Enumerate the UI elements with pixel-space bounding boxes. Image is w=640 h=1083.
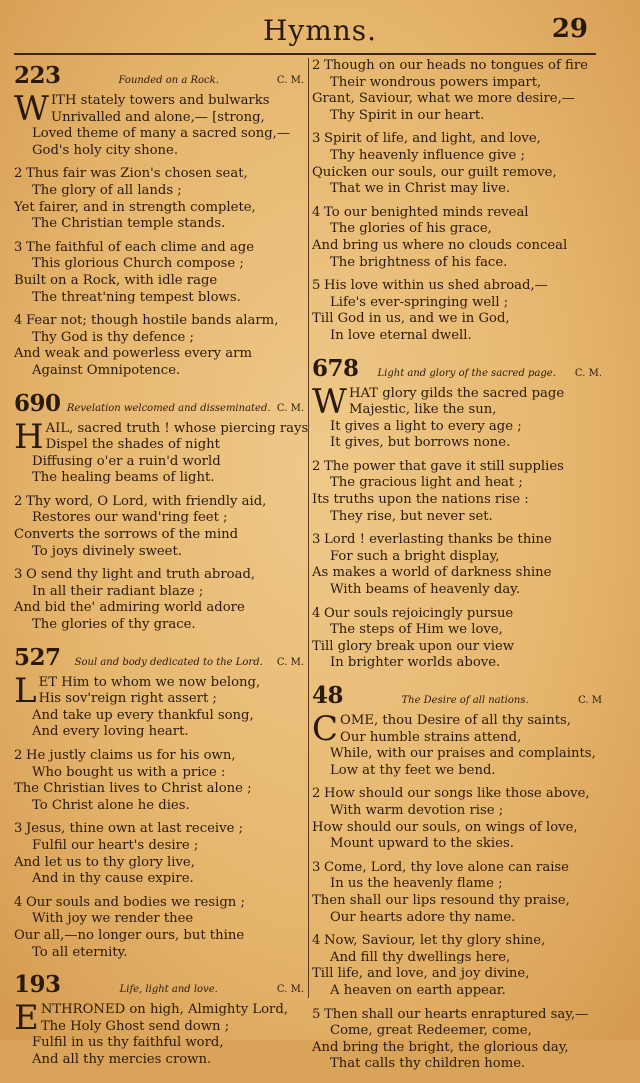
hymn bbox=[14, 389, 309, 634]
verse-line bbox=[14, 544, 304, 561]
verse-line-text: HAT glory gilds the sacred page bbox=[348, 385, 565, 401]
verse-number: 3 bbox=[312, 532, 321, 548]
verse-line bbox=[14, 838, 304, 855]
verse bbox=[312, 1007, 602, 1073]
verse-line-text: That calls thy children home. bbox=[330, 1056, 526, 1072]
verse bbox=[14, 166, 304, 232]
verse-line bbox=[14, 821, 304, 838]
verse-line bbox=[312, 1040, 602, 1057]
verse-line-text: The gracious light and heat ; bbox=[330, 475, 523, 491]
verse-line bbox=[14, 363, 304, 380]
verse bbox=[14, 89, 304, 159]
verse-line-text: Who bought us with a price : bbox=[32, 764, 226, 780]
verse-line bbox=[312, 328, 602, 345]
verse-line-text: With warm devotion rise ; bbox=[330, 802, 504, 818]
verse-line bbox=[312, 966, 602, 983]
verse bbox=[14, 416, 309, 487]
verse-line bbox=[312, 893, 602, 910]
verse-line-text: Lord ! everlasting thanks be thine bbox=[324, 532, 552, 548]
hymn-number: 48 bbox=[312, 682, 344, 709]
verse-line bbox=[14, 216, 304, 233]
verse-line-text: The Christian lives to Christ alone ; bbox=[14, 781, 252, 797]
verse-line-text: Come, Lord, thy love alone can raise bbox=[324, 859, 569, 875]
verse-line-text: To all eternity. bbox=[32, 944, 128, 960]
verse-line bbox=[312, 803, 602, 820]
verse-line bbox=[312, 549, 602, 566]
verse bbox=[312, 709, 602, 779]
verse bbox=[14, 670, 304, 741]
column-divider bbox=[308, 58, 309, 998]
verse-line-text: In love eternal dwell. bbox=[330, 327, 472, 343]
verse-line bbox=[14, 183, 304, 200]
verse-line-text: Our hearts adore thy name. bbox=[330, 909, 516, 925]
verse-line-text: Our all,—no longer ours, but thine bbox=[14, 927, 245, 943]
hymn-number: 223 bbox=[14, 62, 61, 89]
verse-line-text: And let us to thy glory live, bbox=[14, 854, 195, 870]
verse-line bbox=[14, 510, 304, 527]
verse-line-text: Grant, Saviour, what we more desire,— bbox=[312, 91, 575, 107]
hymn-meter: C. M. bbox=[276, 656, 304, 668]
verse-number: 4 bbox=[312, 204, 321, 220]
verse-line bbox=[14, 110, 304, 127]
verse-line-text: The faithful of each clime and age bbox=[26, 239, 254, 255]
hymn-header bbox=[14, 644, 304, 671]
verse-line bbox=[312, 509, 602, 526]
verse-line bbox=[14, 470, 304, 487]
drop-capital: W bbox=[312, 381, 347, 422]
verse-number: 5 bbox=[312, 278, 321, 294]
hymn bbox=[312, 355, 602, 673]
verse-line bbox=[14, 691, 304, 708]
page-title: Hymns. bbox=[262, 14, 378, 47]
verse-line-text: And take up every thankful song, bbox=[32, 707, 254, 723]
verse-line-text: And bring us where no clouds conceal bbox=[312, 237, 568, 253]
verse-line bbox=[14, 724, 304, 741]
hymn-header bbox=[312, 355, 602, 382]
verse-line bbox=[312, 205, 602, 222]
verse-line bbox=[14, 256, 304, 273]
verse-line bbox=[14, 143, 304, 160]
drop-capital: L bbox=[14, 670, 37, 711]
verse-line-text: Our souls and bodies we resign ; bbox=[26, 894, 245, 910]
verse-line-text: The glories of thy grace. bbox=[32, 617, 196, 633]
verse-line-text: In all their radiant blaze ; bbox=[32, 583, 204, 599]
verse-line-text: Against Omnipotence. bbox=[32, 362, 181, 378]
right-column bbox=[312, 58, 602, 1083]
verse-line-text: And weak and powerless every arm bbox=[14, 346, 252, 362]
verse-line-text: God's holy city shone. bbox=[32, 142, 179, 158]
verse-line-text: This glorious Church compose ; bbox=[32, 256, 244, 272]
verse-line-text: Though on our heads no tongues of fire bbox=[324, 58, 588, 73]
verse-line-text: To joys divinely sweet. bbox=[32, 543, 182, 559]
verse-line-text: Come, great Redeemer, come, bbox=[330, 1023, 532, 1039]
verse-line bbox=[312, 238, 602, 255]
verse-line bbox=[312, 606, 602, 623]
verse-line-text: The brightness of his face. bbox=[330, 254, 508, 270]
verse-line bbox=[14, 313, 304, 330]
verse-line bbox=[14, 330, 304, 347]
verse-line-text: Thy Spirit in our heart. bbox=[330, 107, 485, 123]
verse-line-text: And bid the' admiring world adore bbox=[14, 600, 245, 616]
verse-line bbox=[312, 622, 602, 639]
verse-line-text: Their wondrous powers impart, bbox=[330, 74, 542, 90]
verse-line bbox=[14, 855, 304, 872]
verse-number: 3 bbox=[14, 567, 23, 583]
verse-line-text: With joy we render thee bbox=[32, 911, 194, 927]
verse-line bbox=[14, 945, 304, 962]
verse-line-text: Thy heavenly influence give ; bbox=[330, 147, 525, 163]
page-number: 29 bbox=[551, 14, 588, 44]
verse-line bbox=[14, 200, 304, 217]
verse-line bbox=[312, 836, 602, 853]
verse-line-text: And every loving heart. bbox=[32, 724, 189, 740]
verse-line-text: The steps of Him we love, bbox=[330, 622, 503, 638]
verse-line-text: Its truths upon the nations rise : bbox=[312, 492, 529, 508]
verse-line bbox=[312, 435, 602, 452]
verse-line bbox=[312, 746, 602, 763]
verse bbox=[312, 131, 602, 197]
verse-line-text: The Holy Ghost send down ; bbox=[40, 1018, 230, 1034]
verse-line bbox=[312, 311, 602, 328]
verse-line bbox=[312, 1023, 602, 1040]
verse-line-text: Unrivalled and alone,— [strong, bbox=[50, 109, 265, 125]
verse-line-text: Dispel the shades of night bbox=[45, 437, 220, 453]
verse-line-text: His love within us shed abroad,— bbox=[324, 278, 548, 294]
verse bbox=[14, 240, 304, 306]
verse-line-text: Quicken our souls, our guilt remove, bbox=[312, 164, 557, 180]
verse-line-text: With beams of heavenly day. bbox=[330, 582, 521, 598]
verse-line-text: The glories of his grace, bbox=[330, 221, 492, 237]
hymn-meter: C. M. bbox=[276, 984, 304, 996]
verse-line-text: The power that gave it still supplies bbox=[324, 458, 564, 474]
header-rule bbox=[14, 53, 596, 55]
verse-line-text: In us the heavenly flame ; bbox=[330, 876, 503, 892]
verse-line bbox=[312, 639, 602, 656]
page-header bbox=[0, 0, 640, 50]
hymn-meter: C. M. bbox=[276, 75, 304, 86]
hymn-subtitle: Founded on a Rock. bbox=[118, 75, 219, 86]
verse-line-text: He justly claims us for his own, bbox=[26, 748, 236, 763]
verse-line bbox=[312, 532, 602, 549]
verse-line bbox=[312, 983, 602, 1000]
verse-number: 2 bbox=[312, 58, 321, 73]
verse-line bbox=[14, 290, 304, 307]
verse bbox=[312, 532, 602, 598]
verse bbox=[14, 998, 304, 1068]
verse-line bbox=[312, 565, 602, 582]
verse-line-text: Converts the sorrows of the mind bbox=[14, 527, 239, 543]
verse-line bbox=[14, 454, 304, 471]
verse-line bbox=[14, 584, 304, 601]
verse bbox=[14, 494, 304, 560]
verse-line-text: Then shall our lips resound thy praise, bbox=[312, 892, 570, 908]
verse-line bbox=[312, 786, 602, 803]
verse-line-text: To our benighted minds reveal bbox=[324, 204, 529, 220]
verse-line-text: They rise, but never set. bbox=[330, 508, 493, 524]
verse-line bbox=[312, 255, 602, 272]
verse-line bbox=[14, 708, 304, 725]
verse-line-text: A heaven on earth appear. bbox=[330, 982, 506, 998]
verse-line bbox=[14, 781, 304, 798]
hymn-meter: C. M. bbox=[574, 367, 602, 379]
verse-number: 2 bbox=[14, 493, 23, 509]
verse-line-text: In brighter worlds above. bbox=[330, 655, 501, 671]
verse-line bbox=[14, 166, 304, 183]
verse-line-text: Diffusing o'er a ruin'd world bbox=[32, 453, 221, 469]
verse-number: 5 bbox=[312, 1006, 321, 1022]
verse-line bbox=[312, 475, 602, 492]
hymn-header bbox=[312, 682, 602, 709]
hymn-header bbox=[14, 62, 304, 89]
verse bbox=[312, 58, 602, 124]
verse-line-text: How should our souls, on wings of love, bbox=[312, 819, 578, 835]
verse-line-text: Low at thy feet we bend. bbox=[330, 762, 496, 778]
verse-line bbox=[14, 617, 304, 634]
drop-capital: E bbox=[14, 998, 39, 1039]
verse-line bbox=[14, 1052, 304, 1069]
verse-line bbox=[312, 148, 602, 165]
verse-line bbox=[14, 895, 304, 912]
drop-capital: C bbox=[312, 709, 339, 749]
verse-line bbox=[14, 567, 304, 584]
verse-line bbox=[312, 108, 602, 125]
verse-line bbox=[312, 910, 602, 927]
verse-line-text: Fear not; though hostile bands alarm, bbox=[26, 313, 279, 329]
verse-line-text: The glory of all lands ; bbox=[32, 182, 182, 198]
hymn-header bbox=[14, 390, 304, 417]
hymn-meter: C. M. bbox=[276, 402, 304, 414]
verse-number: 2 bbox=[312, 786, 321, 802]
verse bbox=[312, 278, 602, 344]
hymn-subtitle: Life, light and love. bbox=[119, 984, 218, 996]
verse-line bbox=[14, 911, 304, 928]
verse-line-text: Life's ever-springing well ; bbox=[330, 294, 509, 310]
verse-line bbox=[14, 871, 304, 888]
verse bbox=[14, 313, 304, 379]
hymn-subtitle: The Desire of all nations. bbox=[401, 695, 529, 706]
verse-line bbox=[14, 765, 304, 782]
verse-line bbox=[14, 1019, 304, 1036]
verse-line-text: Till glory break upon our view bbox=[312, 638, 515, 654]
verse-line-text: For such a bright display, bbox=[330, 548, 500, 564]
verse-line-text: Fulfil in us thy faithful word, bbox=[32, 1035, 224, 1051]
hymn-number: 193 bbox=[14, 971, 61, 999]
verse-line bbox=[312, 181, 602, 198]
verse-line-text: As makes a world of darkness shine bbox=[312, 565, 552, 581]
verse-line-text: To Christ alone he dies. bbox=[32, 797, 190, 813]
verse-line bbox=[312, 58, 602, 75]
verse-line-text: Built on a Rock, with idle rage bbox=[14, 272, 218, 288]
verse-number: 4 bbox=[312, 605, 321, 621]
verse-line-text: The healing beams of light. bbox=[32, 470, 215, 486]
verse-line-text: And fill thy dwellings here, bbox=[330, 949, 511, 965]
verse-number: 4 bbox=[14, 894, 23, 910]
verse-number: 2 bbox=[312, 458, 321, 474]
verse bbox=[312, 205, 602, 271]
verse-line-text: The threat'ning tempest blows. bbox=[32, 289, 241, 305]
verse-line bbox=[14, 494, 304, 511]
hymn-subtitle: Soul and body dedicated to the Lord. bbox=[74, 656, 263, 668]
verse-line bbox=[14, 748, 304, 765]
verse-line bbox=[312, 1056, 602, 1073]
verse-number: 4 bbox=[14, 313, 23, 329]
verse-line-text: Thy God is thy defence ; bbox=[32, 329, 194, 345]
hymn bbox=[14, 62, 304, 380]
verse-line bbox=[14, 798, 304, 815]
verse-line-text: AIL, sacred truth ! whose piercing rays bbox=[45, 420, 309, 436]
verse-line-text: Thus fair was Zion's chosen seat, bbox=[26, 166, 248, 182]
verse-line bbox=[14, 527, 304, 544]
hymn-header bbox=[14, 971, 304, 998]
verse-line bbox=[14, 126, 304, 143]
hymn bbox=[312, 682, 602, 1073]
verse-line bbox=[312, 933, 602, 950]
drop-capital: W bbox=[14, 89, 49, 129]
hymn-subtitle: Revelation welcomed and disseminated. bbox=[66, 402, 271, 414]
verse-number: 3 bbox=[14, 821, 23, 837]
verse-line bbox=[312, 763, 602, 780]
verse-line-text: While, with our praises and complaints, bbox=[330, 746, 596, 762]
drop-capital: H bbox=[14, 416, 44, 457]
verse-line-text: And all thy mercies crown. bbox=[32, 1051, 212, 1067]
verse-line-text: OME, thou Desire of all thy saints, bbox=[340, 713, 571, 728]
verse-number: 2 bbox=[14, 748, 23, 763]
verse-line bbox=[312, 91, 602, 108]
verse-line-text: It gives a light to every age ; bbox=[330, 418, 522, 434]
verse-line bbox=[312, 730, 602, 747]
verse-line-text: O send thy light and truth abroad, bbox=[26, 567, 256, 583]
hymn bbox=[312, 58, 602, 345]
verse-line bbox=[312, 221, 602, 238]
verse-line bbox=[312, 860, 602, 877]
verse bbox=[14, 821, 304, 887]
verse-number: 3 bbox=[312, 859, 321, 875]
verse bbox=[312, 860, 602, 926]
verse-line-text: Fulfil our heart's desire ; bbox=[32, 837, 199, 853]
verse-line bbox=[14, 240, 304, 257]
left-column bbox=[14, 58, 309, 1079]
verse-line bbox=[312, 820, 602, 837]
verse-line-text: His sov'reign right assert ; bbox=[38, 691, 217, 707]
hymn-number: 678 bbox=[312, 354, 359, 382]
verse-line bbox=[312, 419, 602, 436]
verse-line bbox=[312, 459, 602, 476]
verse-line-text: Majestic, like the sun, bbox=[348, 402, 497, 418]
verse-line-text: Jesus, thine own at last receive ; bbox=[26, 821, 244, 837]
verse-line-text: NTHRONED on high, Almighty Lord, bbox=[40, 1002, 288, 1018]
verse-line-text: Restores our wand'ring feet ; bbox=[32, 510, 228, 526]
verse-line bbox=[312, 165, 602, 182]
verse-line bbox=[312, 278, 602, 295]
verse-line-text: Our souls rejoicingly pursue bbox=[324, 605, 514, 621]
verse-line-text: That we in Christ may live. bbox=[330, 181, 511, 197]
verse-line-text: It gives, but borrows none. bbox=[330, 435, 511, 451]
verse-line bbox=[312, 655, 602, 672]
verse-line bbox=[312, 492, 602, 509]
verse-line-text: Yet fairer, and in strength complete, bbox=[14, 199, 256, 215]
verse-line-text: ET Him to whom we now belong, bbox=[38, 674, 261, 690]
verse-line bbox=[312, 131, 602, 148]
verse-line-text: And bring the bright, the glorious day, bbox=[312, 1039, 569, 1055]
verse bbox=[14, 567, 304, 633]
verse-line bbox=[312, 1007, 602, 1024]
hymn-meter: C. M bbox=[578, 695, 602, 706]
verse-line bbox=[312, 75, 602, 92]
verse bbox=[14, 748, 304, 814]
verse bbox=[14, 895, 304, 961]
verse-line-text: And in thy cause expire. bbox=[32, 871, 194, 887]
verse-number: 3 bbox=[14, 239, 23, 255]
verse-line bbox=[312, 582, 602, 599]
verse bbox=[312, 933, 602, 999]
verse bbox=[312, 786, 602, 852]
hymn bbox=[14, 644, 304, 962]
verse-line-text: Till life, and love, and joy divine, bbox=[312, 966, 530, 982]
hymn bbox=[14, 971, 304, 1068]
verse-line-text: Mount upward to the skies. bbox=[330, 836, 514, 852]
hymn-number: 690 bbox=[14, 389, 61, 417]
verse-line bbox=[14, 346, 304, 363]
verse-line bbox=[14, 600, 304, 617]
verse-line-text: The Christian temple stands. bbox=[32, 216, 226, 232]
verse-line bbox=[312, 402, 602, 419]
verse bbox=[312, 381, 602, 452]
verse-line bbox=[14, 1035, 304, 1052]
verse-line-text: Our humble strains attend, bbox=[340, 729, 522, 745]
verse-line bbox=[14, 928, 304, 945]
verse-number: 4 bbox=[312, 933, 321, 949]
verse-line bbox=[14, 273, 304, 290]
verse-line-text: Spirit of life, and light, and love, bbox=[324, 131, 541, 147]
verse-line-text: Till God in us, and we in God, bbox=[312, 311, 510, 327]
verse-line-text: Loved theme of many a sacred song,— bbox=[32, 126, 291, 142]
verse bbox=[312, 606, 602, 672]
verse-line bbox=[312, 295, 602, 312]
verse-line-text: Now, Saviour, let thy glory shine, bbox=[324, 933, 546, 949]
hymn-subtitle: Light and glory of the sacred page. bbox=[377, 367, 556, 379]
verse-line-text: Thy word, O Lord, with friendly aid, bbox=[26, 493, 267, 509]
verse-number: 3 bbox=[312, 131, 321, 147]
verse-line-text: How should our songs like those above, bbox=[324, 786, 590, 802]
verse bbox=[312, 459, 602, 525]
verse-line bbox=[312, 950, 602, 967]
verse-line-text: Then shall our hearts enraptured say,— bbox=[324, 1006, 589, 1022]
verse-line bbox=[14, 437, 304, 454]
verse-line bbox=[312, 876, 602, 893]
hymn-number: 527 bbox=[14, 643, 61, 671]
verse-number: 2 bbox=[14, 166, 23, 182]
verse-line-text: ITH stately towers and bulwarks bbox=[50, 93, 270, 108]
